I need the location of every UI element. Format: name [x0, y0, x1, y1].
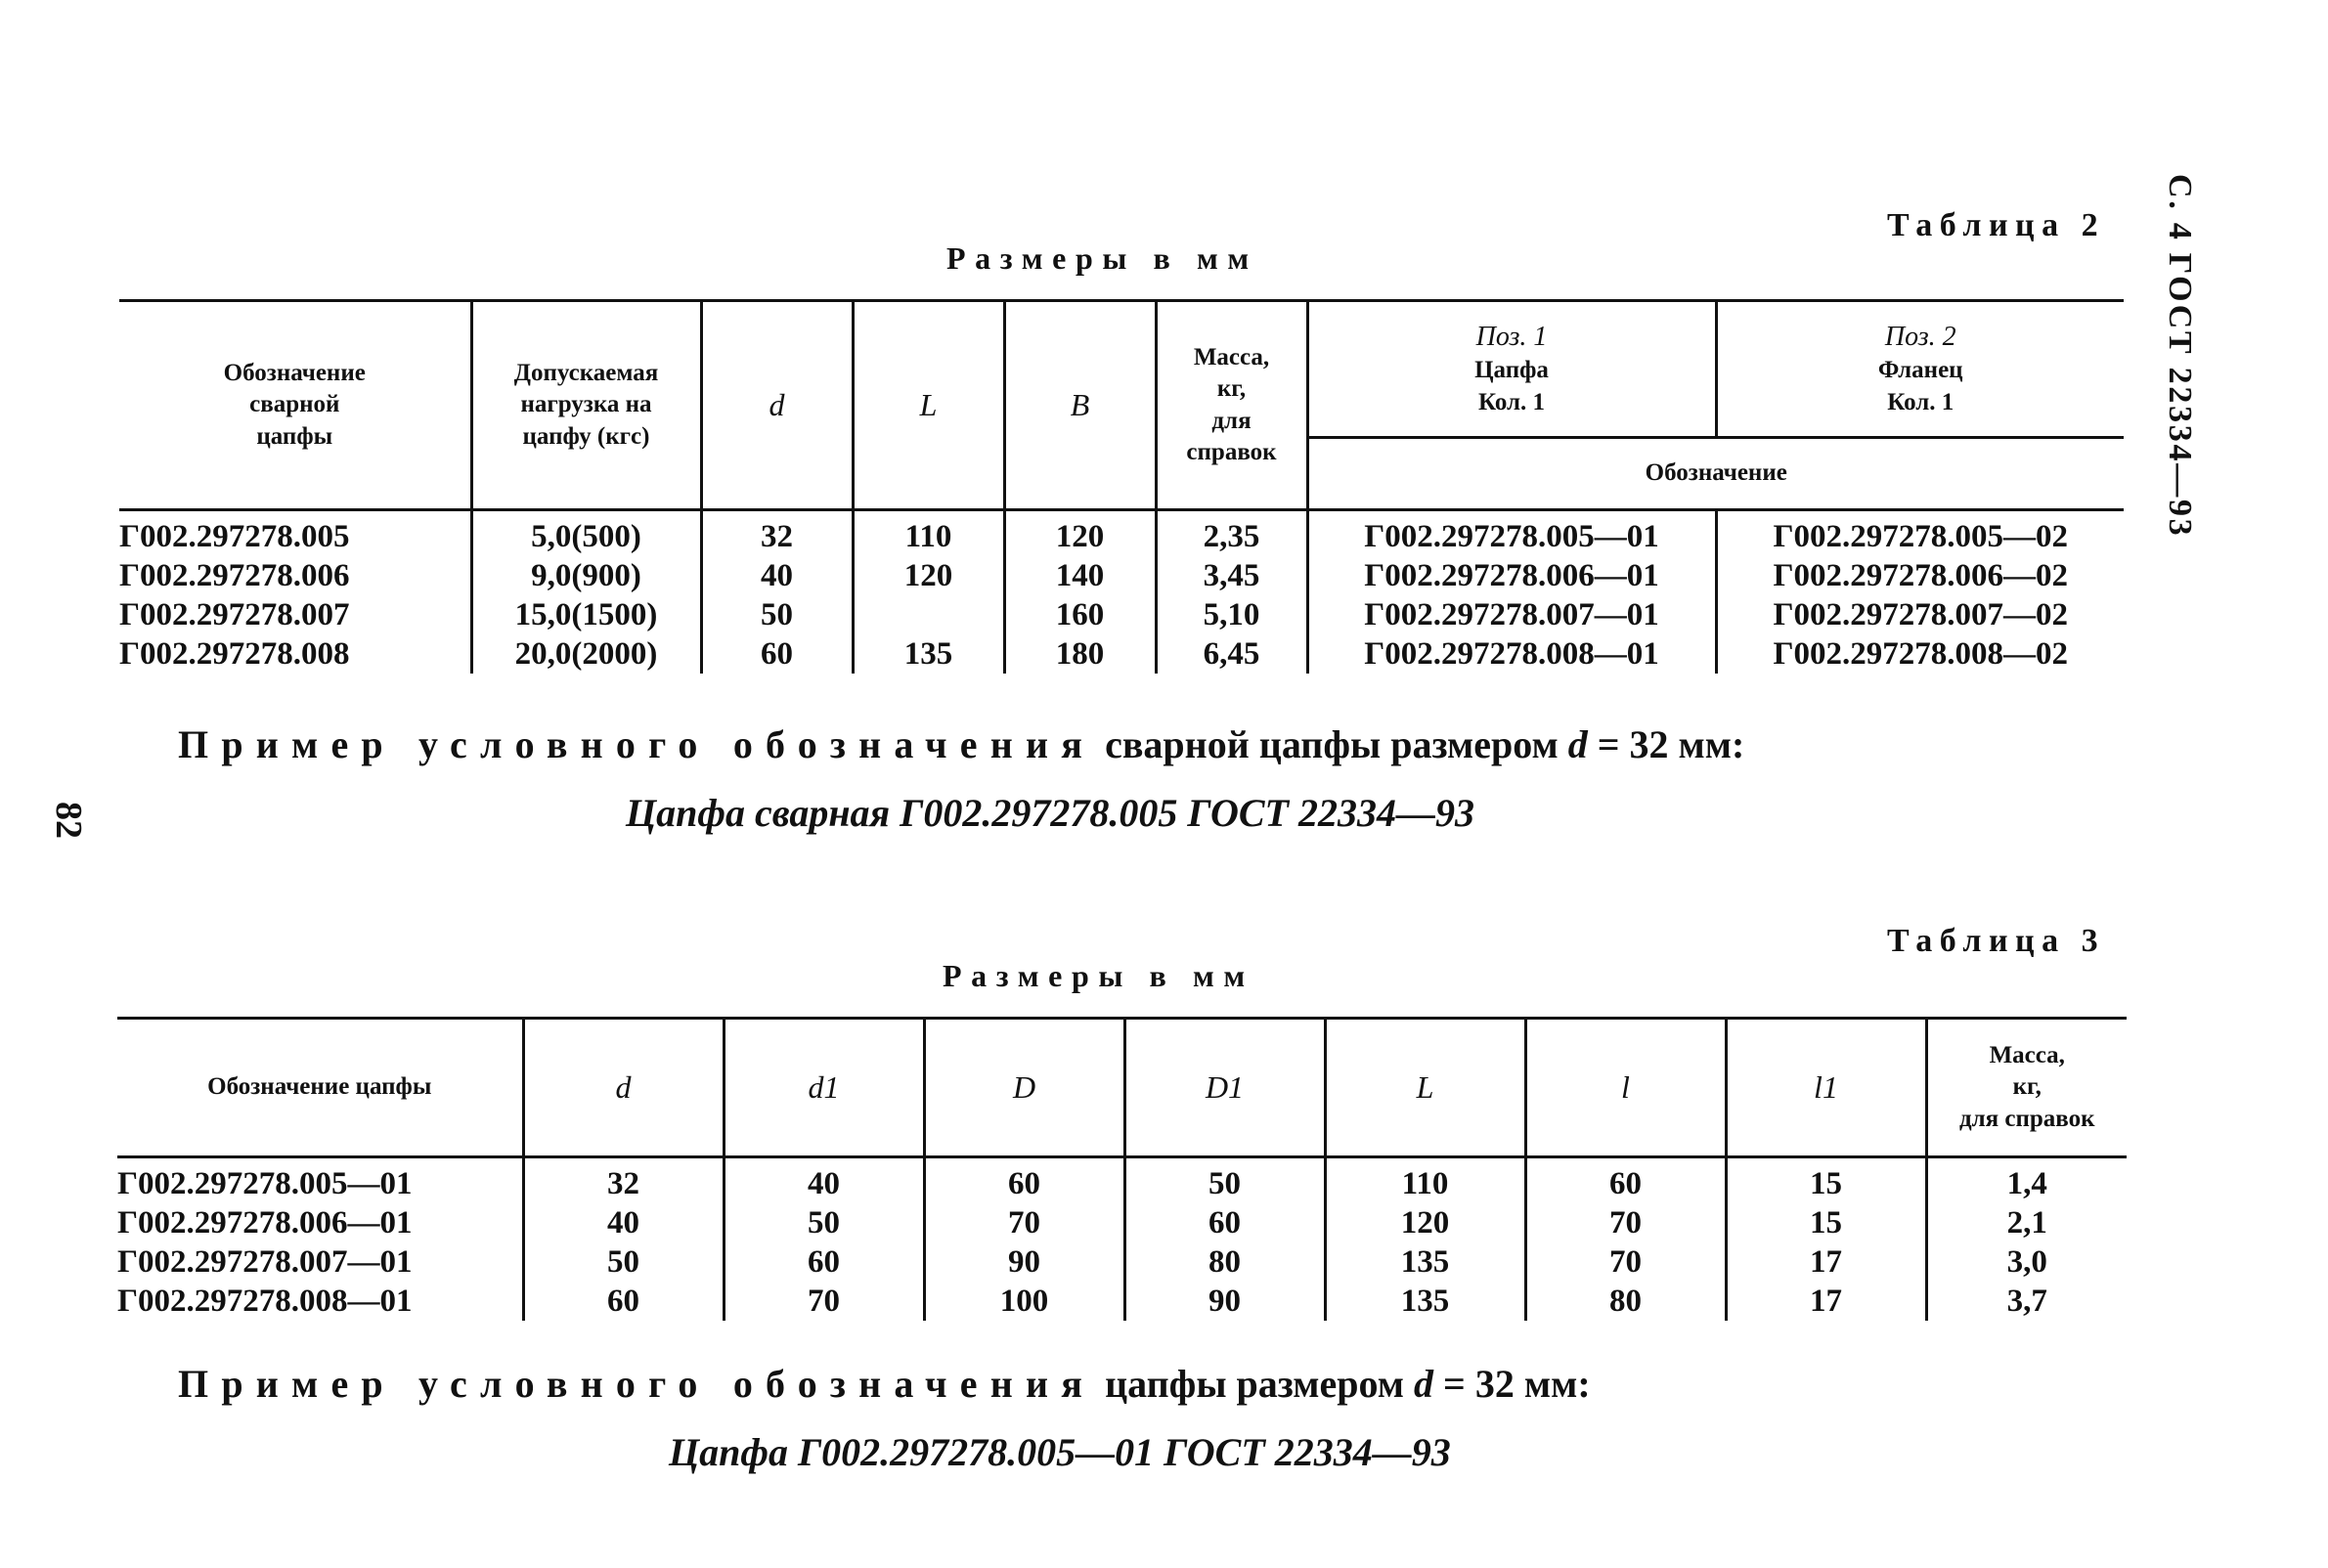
- table3-header-L: L: [1325, 1019, 1525, 1157]
- table-row: [117, 1203, 2127, 1242]
- cell-mass: 3,0: [1926, 1242, 2127, 1282]
- table-row: [119, 556, 2124, 595]
- cell-d: 32: [523, 1157, 724, 1204]
- table2-header-L: L: [853, 301, 1004, 510]
- cell-l1: 15: [1726, 1157, 1926, 1204]
- table-row: [119, 510, 2124, 557]
- cell-B: 120: [1004, 510, 1156, 557]
- cell-l1: 17: [1726, 1242, 1926, 1282]
- cell-L: 135: [853, 634, 1004, 674]
- cell-D1: 90: [1124, 1282, 1325, 1321]
- table3: [117, 1017, 2127, 1321]
- cell-l1: 15: [1726, 1203, 1926, 1242]
- table2-units: Размеры в мм: [946, 240, 1258, 276]
- cell-load: 20,0(2000): [471, 634, 701, 674]
- cell-pos1: Г002.297278.007—01: [1307, 595, 1716, 634]
- cell-mass: 3,7: [1926, 1282, 2127, 1321]
- cell-pos1: Г002.297278.008—01: [1307, 634, 1716, 674]
- cell-L: 110: [1325, 1157, 1525, 1204]
- cell-d1: 70: [724, 1282, 924, 1321]
- cell-d: 40: [523, 1203, 724, 1242]
- cell-B: 180: [1004, 634, 1156, 674]
- cell-designation: Г002.297278.006—01: [117, 1205, 413, 1241]
- table2: [119, 299, 2124, 674]
- cell-L: [853, 595, 1004, 634]
- cell-l: 80: [1525, 1282, 1726, 1321]
- cell-D: 70: [924, 1203, 1124, 1242]
- table3-header-l1: l1: [1726, 1019, 1926, 1157]
- cell-D: 90: [924, 1242, 1124, 1282]
- table-row: [117, 1242, 2127, 1282]
- cell-designation: Г002.297278.007: [119, 597, 350, 632]
- cell-l: 70: [1525, 1242, 1726, 1282]
- cell-mass: 1,4: [1926, 1157, 2127, 1204]
- cell-L: 110: [853, 510, 1004, 557]
- cell-d1: 60: [724, 1242, 924, 1282]
- cell-D1: 80: [1124, 1242, 1325, 1282]
- cell-mass: 5,10: [1156, 595, 1307, 634]
- table2-header-load: Допускаемая нагрузка на цапфу (кгс): [471, 301, 701, 510]
- cell-pos2: Г002.297278.005—02: [1716, 510, 2124, 557]
- cell-L: 120: [1325, 1203, 1525, 1242]
- cell-D1: 60: [1124, 1203, 1325, 1242]
- cell-pos2: Г002.297278.008—02: [1716, 634, 2124, 674]
- cell-l: 70: [1525, 1203, 1726, 1242]
- cell-mass: 3,45: [1156, 556, 1307, 595]
- cell-load: 9,0(900): [471, 556, 701, 595]
- cell-designation: Г002.297278.006: [119, 558, 350, 593]
- cell-d: 60: [701, 634, 853, 674]
- table-row: [117, 1157, 2127, 1204]
- table3-header-d1: d1: [724, 1019, 924, 1157]
- table3-example-line: Пример условного обозначения цапфы размером d = 32 мм:: [178, 1362, 1591, 1406]
- cell-designation: Г002.297278.007—01: [117, 1244, 413, 1280]
- table-row: [117, 1282, 2127, 1321]
- table3-header-D: D: [924, 1019, 1124, 1157]
- cell-d1: 50: [724, 1203, 924, 1242]
- table3-header-designation: Обозначение цапфы: [117, 1019, 523, 1157]
- table2-example-designation: Цапфа сварная Г002.297278.005 ГОСТ 22334—93: [626, 791, 1474, 835]
- table2-header-B: B: [1004, 301, 1156, 510]
- table2-example-line: Пример условного обозначения сварной цапфы размером d = 32 мм:: [178, 722, 1745, 766]
- cell-B: 140: [1004, 556, 1156, 595]
- cell-L: 135: [1325, 1282, 1525, 1321]
- side-header: С. 4 ГОСТ 22334—93: [2162, 174, 2198, 539]
- cell-designation: Г002.297278.005: [119, 519, 350, 554]
- cell-designation: Г002.297278.005—01: [117, 1166, 413, 1201]
- cell-d: 32: [701, 510, 853, 557]
- cell-B: 160: [1004, 595, 1156, 634]
- cell-D: 100: [924, 1282, 1124, 1321]
- cell-l: 60: [1525, 1157, 1726, 1204]
- cell-designation: Г002.297278.008: [119, 636, 350, 672]
- cell-d: 50: [701, 595, 853, 634]
- cell-pos1: Г002.297278.006—01: [1307, 556, 1716, 595]
- cell-d: 50: [523, 1242, 724, 1282]
- table2-title: Таблица 2: [1887, 207, 2106, 243]
- cell-D1: 50: [1124, 1157, 1325, 1204]
- table-row: [119, 595, 2124, 634]
- table2-header-designation-sub: Обозначение: [1307, 438, 2124, 510]
- cell-pos2: Г002.297278.007—02: [1716, 595, 2124, 634]
- cell-l1: 17: [1726, 1282, 1926, 1321]
- cell-load: 15,0(1500): [471, 595, 701, 634]
- table2-header-mass: Масса, кг, для справок: [1156, 301, 1307, 510]
- cell-L: 135: [1325, 1242, 1525, 1282]
- table3-title: Таблица 3: [1887, 923, 2106, 959]
- table2-header-pos2: Поз. 2 Фланец Кол. 1: [1716, 301, 2124, 438]
- table3-header-d: d: [523, 1019, 724, 1157]
- cell-d: 60: [523, 1282, 724, 1321]
- table2-header-designation: Обозначение сварной цапфы: [119, 301, 471, 510]
- page-number: 82: [48, 802, 89, 839]
- table2-header-pos1: Поз. 1 Цапфа Кол. 1: [1307, 301, 1716, 438]
- cell-mass: 2,35: [1156, 510, 1307, 557]
- cell-mass: 2,1: [1926, 1203, 2127, 1242]
- table3-header-l: l: [1525, 1019, 1726, 1157]
- cell-load: 5,0(500): [471, 510, 701, 557]
- table3-units: Размеры в мм: [943, 958, 1254, 993]
- table3-example-designation: Цапфа Г002.297278.005—01 ГОСТ 22334—93: [669, 1430, 1451, 1474]
- cell-pos1: Г002.297278.005—01: [1307, 510, 1716, 557]
- cell-d: 40: [701, 556, 853, 595]
- cell-pos2: Г002.297278.006—02: [1716, 556, 2124, 595]
- cell-d1: 40: [724, 1157, 924, 1204]
- table3-header-D1: D1: [1124, 1019, 1325, 1157]
- cell-designation: Г002.297278.008—01: [117, 1284, 413, 1319]
- cell-mass: 6,45: [1156, 634, 1307, 674]
- table2-header-d: d: [701, 301, 853, 510]
- table3-header-mass: Масса, кг, для справок: [1926, 1019, 2127, 1157]
- cell-D: 60: [924, 1157, 1124, 1204]
- table-row: [119, 634, 2124, 674]
- cell-L: 120: [853, 556, 1004, 595]
